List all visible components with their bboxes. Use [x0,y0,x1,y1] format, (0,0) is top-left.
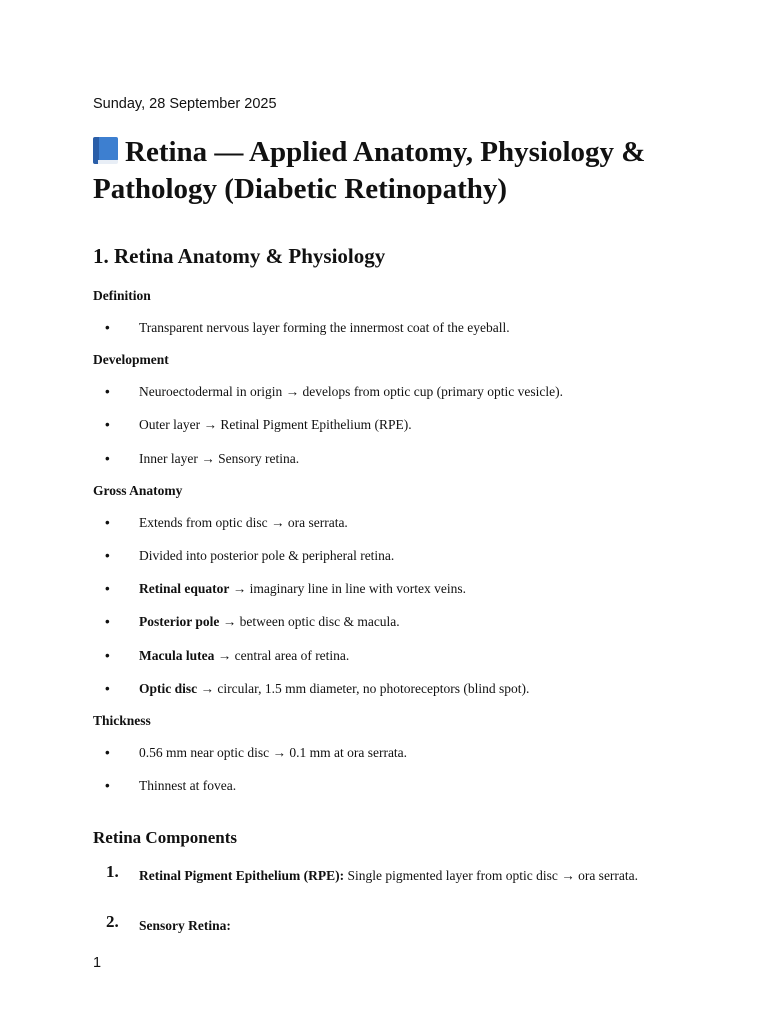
bullet-icon: • [105,451,110,466]
thickness-label: Thickness [93,713,151,728]
blue-book-icon [93,137,119,164]
page-title [93,134,733,208]
bullet-icon: • [105,417,110,432]
page-title-text: Retina — Applied Anatomy, Physiology & Pathology (Diabetic Retinopathy) [93,136,646,205]
bullet-icon: • [105,778,110,793]
bullet-icon: • [105,614,110,629]
page-number: 1 [93,955,102,971]
item-number: 2. [106,912,119,931]
gross-anatomy-label: Gross Anatomy [93,483,183,498]
bullet-icon: • [105,648,110,663]
item-number: 1. [106,862,119,881]
page-date: Sunday, 28 September 2025 [93,96,277,112]
section-heading: 1. Retina Anatomy & Physiology [93,244,386,268]
bullet-icon: • [105,515,110,530]
development-label: Development [93,352,169,367]
bullet-icon: • [105,548,110,563]
bullet-icon: • [105,320,110,335]
definition-label: Definition [93,288,151,303]
document-page: Sunday, 28 September 2025 Retina — Applied Anatomy, Physiology & Pathology (Diabetic Retinopathy) 1. Retina Anatomy & Physiology Definition • Transparent nervous layer forming the innermost coat of the eyeball. Development • Neuroectodermal in origin → develops from optic cup (primary optic vesicle). • Outer layer → Retinal Pigment Epithelium (RPE). • Inner layer → Sensory retina. Gross Anatomy • Extends from optic disc → ora serrata. • Divided into posterior pole & peripheral retina. • Retinal equator → imaginary line in line with vortex veins. • Posterior pole → between optic disc & macula. • Macula lutea → central area of retina. • Optic disc → circular, 1.5 mm diameter, no photoreceptors (blind spot). Thickness • 0.56 mm near optic disc → 0.1 mm at ora serrata. • Thinnest at fovea. Retina Components 1. Retinal Pigment Epithelium (RPE): Single pigmented layer from optic disc → ora serrata. 2. Sensory Retina: 1 [0,0,768,1024]
bullet-icon: • [105,384,110,399]
components-heading: Retina Components [93,828,238,847]
bullet-icon: • [105,681,110,696]
bullet-icon: • [105,581,110,596]
bullet-icon: • [105,745,110,760]
